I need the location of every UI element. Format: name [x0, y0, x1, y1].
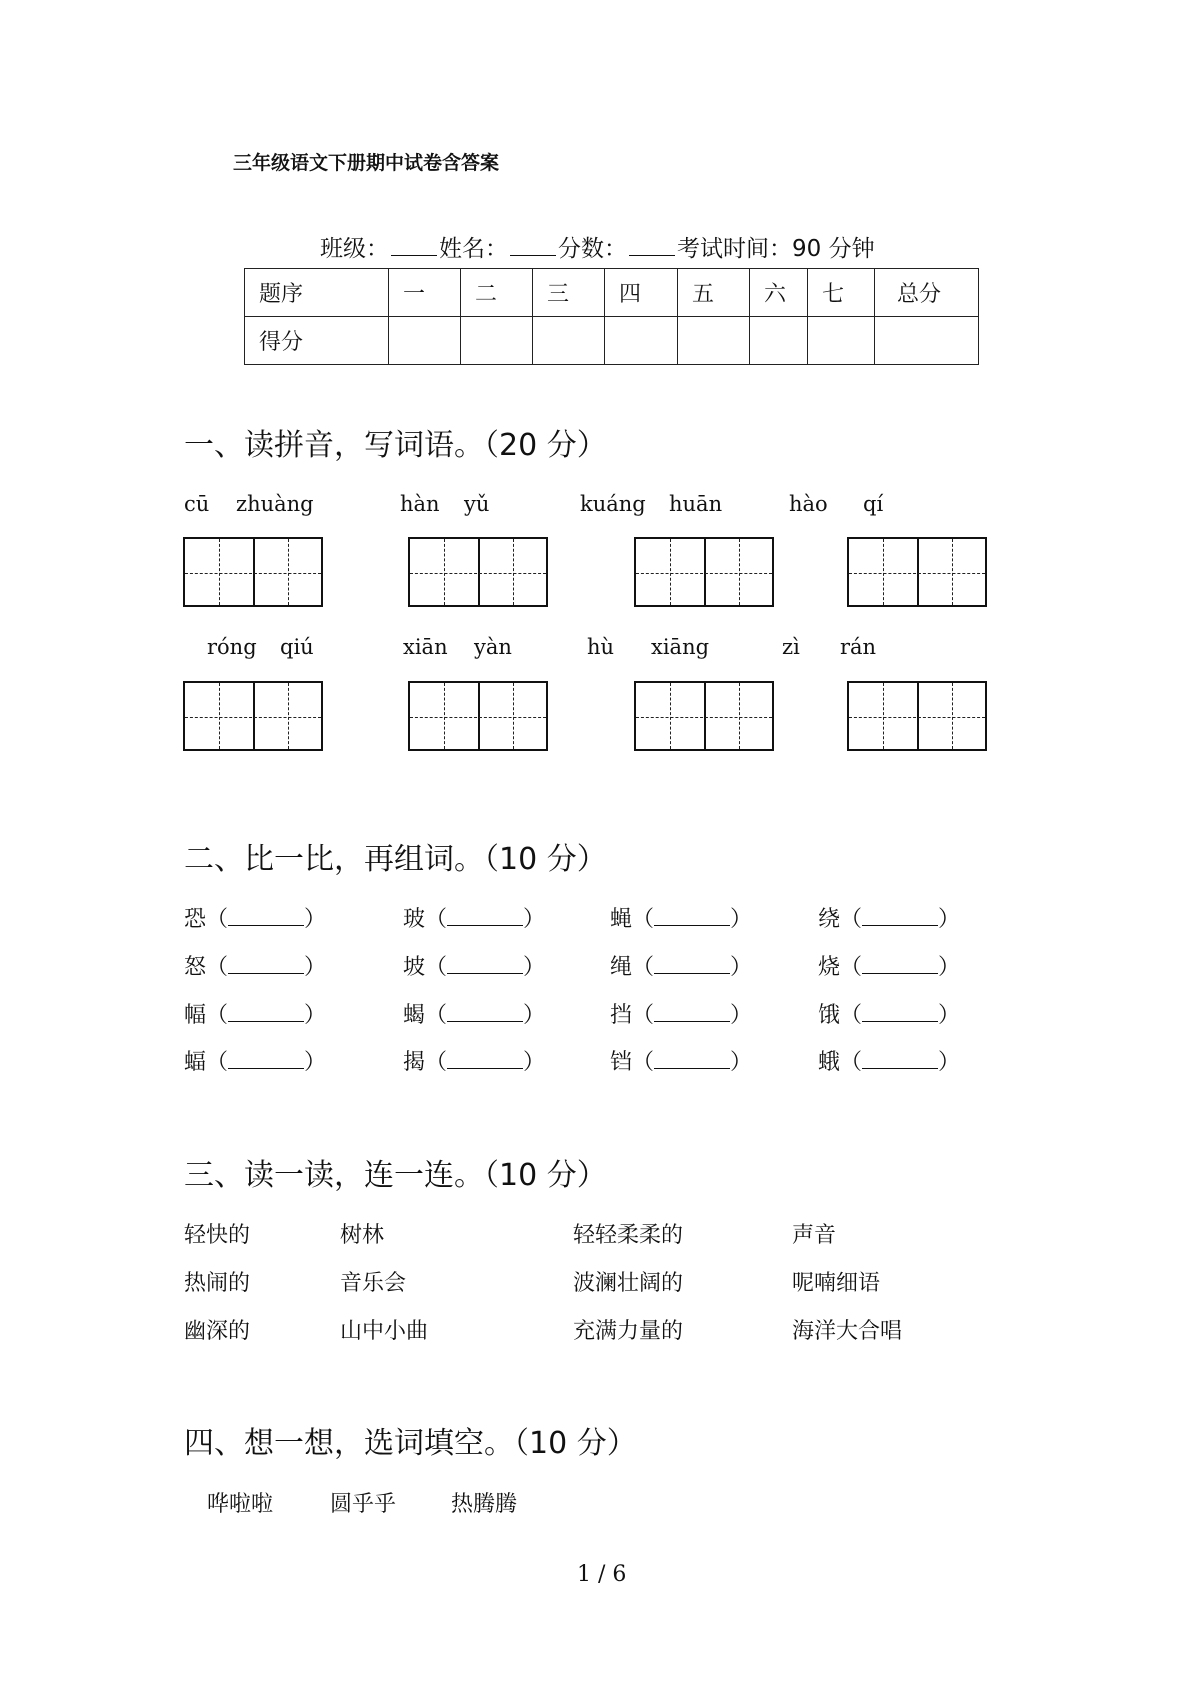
name-label: 姓名： [439, 236, 508, 262]
match-word[interactable]: 波澜壮阔的 [573, 1271, 684, 1296]
score-blank[interactable] [629, 237, 675, 256]
close-paren: ） [523, 955, 546, 980]
pinyin-syllable: rán [840, 635, 877, 659]
answer-blank[interactable] [228, 905, 304, 926]
compare-char: 蝇 [610, 907, 633, 932]
character-writing-grid[interactable] [847, 681, 987, 751]
pinyin-syllable: cū [184, 492, 210, 516]
pinyin-syllable: hàn [400, 492, 440, 516]
match-word[interactable]: 山中小曲 [340, 1319, 429, 1344]
match-word[interactable]: 充满力量的 [573, 1319, 684, 1344]
score-cell[interactable] [533, 317, 605, 365]
pinyin-syllable: xiāng [651, 635, 710, 659]
option-word: 哗啦啦 [207, 1492, 274, 1517]
character-writing-grid[interactable] [847, 537, 987, 607]
open-paren: （ [206, 1050, 229, 1075]
score-cell[interactable] [605, 317, 678, 365]
score-header-cell: 二 [461, 269, 533, 317]
score-cell[interactable] [750, 317, 808, 365]
close-paren: ） [304, 1050, 327, 1075]
open-paren: （ [840, 1003, 863, 1028]
compare-char: 铛 [610, 1050, 633, 1075]
answer-blank[interactable] [654, 905, 730, 926]
answer-blank[interactable] [654, 1001, 730, 1022]
option-word: 热腾腾 [451, 1492, 518, 1517]
open-paren: （ [840, 955, 863, 980]
match-word[interactable]: 音乐会 [340, 1271, 407, 1296]
pinyin-syllable: zhuàng [236, 492, 314, 516]
answer-blank[interactable] [862, 905, 938, 926]
open-paren: （ [425, 1050, 448, 1075]
compare-item [403, 998, 545, 1029]
time-label: 考试时间：90 分钟 [677, 236, 875, 262]
open-paren: （ [425, 907, 448, 932]
compare-item [610, 950, 752, 981]
compare-item [610, 1045, 752, 1076]
match-word[interactable]: 海洋大合唱 [792, 1319, 903, 1344]
score-label: 分数： [558, 236, 627, 262]
compare-char: 揭 [403, 1050, 426, 1075]
compare-item [184, 1045, 326, 1076]
answer-blank[interactable] [447, 1001, 523, 1022]
score-header-cell: 总分 [875, 269, 979, 317]
class-blank[interactable] [391, 237, 437, 256]
open-paren: （ [632, 955, 655, 980]
open-paren: （ [632, 1003, 655, 1028]
compare-char: 幅 [184, 1003, 207, 1028]
compare-item [818, 998, 960, 1029]
pinyin-syllable: zì [782, 635, 800, 659]
name-blank[interactable] [510, 237, 556, 256]
answer-blank[interactable] [228, 1001, 304, 1022]
match-word[interactable]: 声音 [792, 1223, 837, 1248]
score-cell[interactable] [808, 317, 875, 365]
document-title: 三年级语文下册期中试卷含答案 [233, 152, 500, 174]
score-header-cell: 四 [605, 269, 678, 317]
compare-item [403, 950, 545, 981]
score-cell[interactable] [875, 317, 979, 365]
compare-item [403, 1045, 545, 1076]
compare-char: 绳 [610, 955, 633, 980]
answer-blank[interactable] [447, 1048, 523, 1069]
answer-blank[interactable] [228, 1048, 304, 1069]
open-paren: （ [632, 1050, 655, 1075]
close-paren: ） [304, 955, 327, 980]
close-paren: ） [523, 907, 546, 932]
score-row-label: 得分 [245, 317, 389, 365]
score-header-cell: 七 [808, 269, 875, 317]
pinyin-syllable: hào [789, 492, 828, 516]
close-paren: ） [523, 1050, 546, 1075]
match-word[interactable]: 热闹的 [184, 1271, 251, 1296]
compare-char: 蝎 [403, 1003, 426, 1028]
compare-item [818, 950, 960, 981]
character-writing-grid[interactable] [634, 681, 774, 751]
answer-blank[interactable] [447, 953, 523, 974]
score-header-cell: 一 [389, 269, 461, 317]
score-header-cell: 六 [750, 269, 808, 317]
open-paren: （ [840, 907, 863, 932]
pinyin-syllable: hù [587, 635, 615, 659]
score-table-row [245, 317, 979, 365]
character-writing-grid[interactable] [634, 537, 774, 607]
open-paren: （ [206, 1003, 229, 1028]
close-paren: ） [938, 1003, 961, 1028]
compare-item [403, 902, 545, 933]
pinyin-syllable: qiú [280, 635, 314, 659]
match-word[interactable]: 轻轻柔柔的 [573, 1223, 684, 1248]
compare-char: 挡 [610, 1003, 633, 1028]
compare-char: 蛾 [818, 1050, 841, 1075]
compare-char: 蝠 [184, 1050, 207, 1075]
open-paren: （ [632, 907, 655, 932]
compare-char: 怒 [184, 955, 207, 980]
close-paren: ） [523, 1003, 546, 1028]
section3-heading: 三、读一读，连一连。（10 分） [184, 1158, 607, 1193]
compare-item [610, 998, 752, 1029]
close-paren: ） [730, 955, 753, 980]
score-cell[interactable] [461, 317, 533, 365]
compare-char: 玻 [403, 907, 426, 932]
character-writing-grid[interactable] [183, 537, 323, 607]
match-word[interactable]: 树林 [340, 1223, 385, 1248]
open-paren: （ [425, 1003, 448, 1028]
student-info-line [320, 230, 875, 263]
close-paren: ） [938, 955, 961, 980]
compare-item [818, 1045, 960, 1076]
answer-blank[interactable] [862, 953, 938, 974]
close-paren: ） [938, 907, 961, 932]
compare-char: 绕 [818, 907, 841, 932]
answer-blank[interactable] [654, 1048, 730, 1069]
answer-blank[interactable] [654, 953, 730, 974]
compare-item [184, 902, 326, 933]
score-header-cell: 题序 [245, 269, 389, 317]
pinyin-syllable: róng [207, 635, 257, 659]
page-number: 1 / 6 [577, 1562, 627, 1587]
class-label: 班级： [320, 236, 389, 262]
open-paren: （ [206, 955, 229, 980]
compare-item [610, 902, 752, 933]
score-table-header-row [245, 269, 979, 317]
compare-item [818, 902, 960, 933]
pinyin-syllable: yǔ [464, 492, 490, 516]
score-header-cell: 三 [533, 269, 605, 317]
score-cell[interactable] [678, 317, 750, 365]
close-paren: ） [938, 1050, 961, 1075]
score-table [244, 268, 979, 365]
answer-blank[interactable] [447, 905, 523, 926]
pinyin-syllable: qí [863, 492, 884, 516]
match-word[interactable]: 呢喃细语 [792, 1271, 881, 1296]
compare-item [184, 998, 326, 1029]
pinyin-syllable: xiān [403, 635, 448, 659]
compare-char: 饿 [818, 1003, 841, 1028]
section1-heading: 一、读拼音，写词语。（20 分） [184, 428, 607, 463]
pinyin-syllable: huān [669, 492, 723, 516]
match-word[interactable]: 幽深的 [184, 1319, 251, 1344]
section4-heading: 四、想一想，选词填空。（10 分） [184, 1426, 637, 1461]
character-writing-grid[interactable] [408, 681, 548, 751]
score-cell[interactable] [389, 317, 461, 365]
close-paren: ） [304, 1003, 327, 1028]
answer-blank[interactable] [228, 953, 304, 974]
close-paren: ） [730, 1050, 753, 1075]
compare-char: 恐 [184, 907, 207, 932]
close-paren: ） [304, 907, 327, 932]
pinyin-syllable: kuáng [580, 492, 646, 516]
score-header-cell: 五 [678, 269, 750, 317]
character-writing-grid[interactable] [408, 537, 548, 607]
character-writing-grid[interactable] [183, 681, 323, 751]
section2-heading: 二、比一比，再组词。（10 分） [184, 842, 607, 877]
answer-blank[interactable] [862, 1001, 938, 1022]
open-paren: （ [840, 1050, 863, 1075]
compare-item [184, 950, 326, 981]
open-paren: （ [206, 907, 229, 932]
compare-char: 烧 [818, 955, 841, 980]
answer-blank[interactable] [862, 1048, 938, 1069]
close-paren: ） [730, 1003, 753, 1028]
option-word: 圆乎乎 [330, 1492, 397, 1517]
compare-char: 坡 [403, 955, 426, 980]
open-paren: （ [425, 955, 448, 980]
close-paren: ） [730, 907, 753, 932]
pinyin-syllable: yàn [474, 635, 512, 659]
match-word[interactable]: 轻快的 [184, 1223, 251, 1248]
